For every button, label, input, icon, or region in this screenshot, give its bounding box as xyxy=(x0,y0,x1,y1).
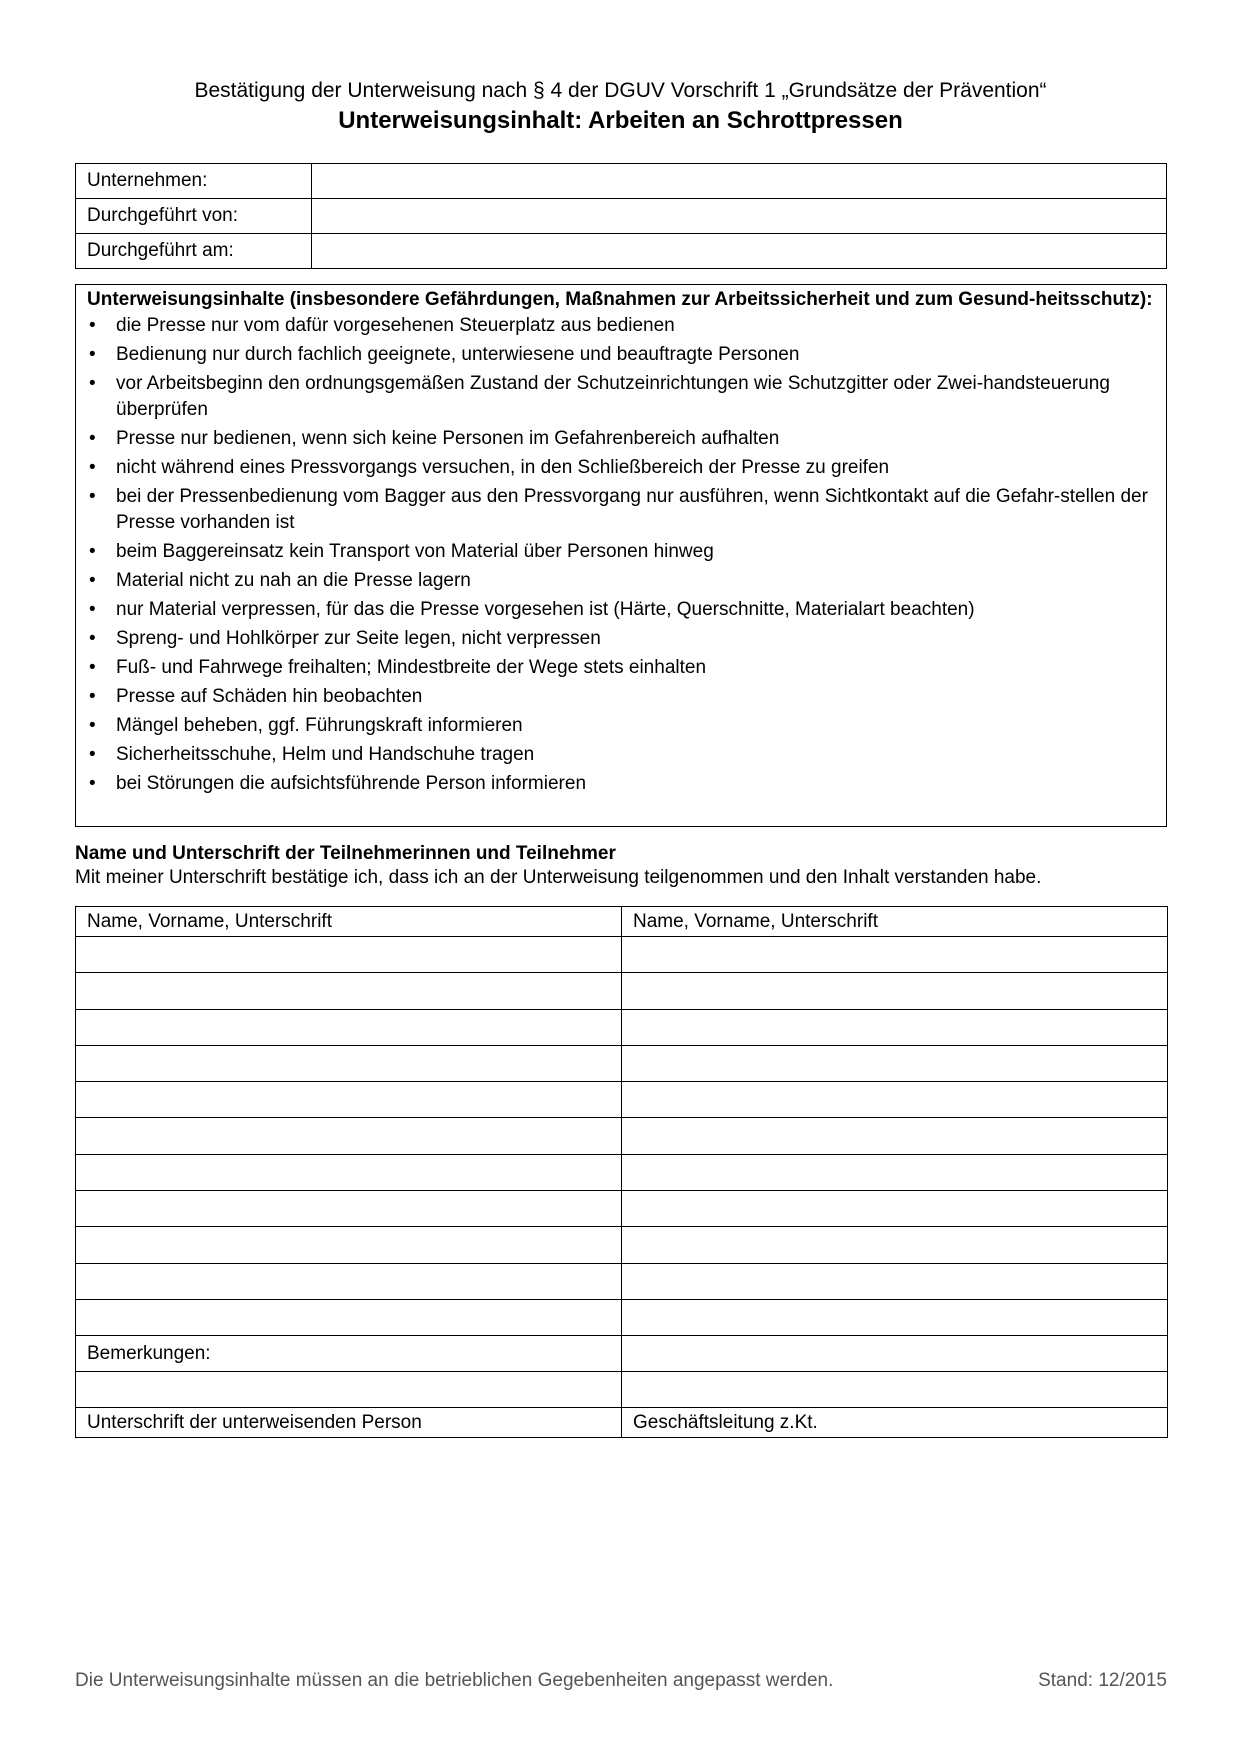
remarks-field-left[interactable] xyxy=(76,1372,622,1408)
bullet-icon: • xyxy=(89,773,96,794)
instruction-content-heading: Unterweisungsinhalte (insbesondere Gefährdungen, Maßnahmen zur Arbeitssicherheit und zum Gesund-heitsschutz): xyxy=(87,289,1153,310)
signature-row xyxy=(76,1118,1168,1154)
signature-cell-left[interactable] xyxy=(76,1263,622,1299)
instruction-item-text: Material nicht zu nah an die Presse lagern xyxy=(116,570,471,591)
signature-cell-right[interactable] xyxy=(622,937,1168,973)
conducted-by-row xyxy=(76,199,1167,234)
signature-cell-left[interactable] xyxy=(76,937,622,973)
bullet-icon: • xyxy=(89,628,96,649)
instruction-item xyxy=(87,371,1156,423)
conducted-on-row xyxy=(76,234,1167,269)
signature-column-right-header: Name, Vorname, Unterschrift xyxy=(622,907,1168,937)
instruction-item-text: beim Baggereinsatz kein Transport von Material über Personen hinweg xyxy=(116,541,714,562)
instruction-item-text: die Presse nur vom dafür vorgesehenen Steuerplatz aus bedienen xyxy=(116,315,675,336)
instruction-item xyxy=(87,713,1156,739)
remarks-field-right[interactable] xyxy=(622,1336,1168,1372)
instruction-item xyxy=(87,539,1156,565)
bullet-icon: • xyxy=(89,315,96,336)
instruction-item xyxy=(87,684,1156,710)
bullet-icon: • xyxy=(89,657,96,678)
signature-cell-right[interactable] xyxy=(622,1118,1168,1154)
signature-cell-left[interactable] xyxy=(76,1009,622,1045)
signature-cell-left[interactable] xyxy=(76,1118,622,1154)
instruction-item-text: Presse nur bedienen, wenn sich keine Personen im Gefahrenbereich aufhalten xyxy=(116,428,780,449)
participants-heading: Name und Unterschrift der Teilnehmerinnen und Teilnehmer xyxy=(75,843,616,864)
bullet-icon: • xyxy=(89,344,96,365)
instruction-item-text: bei Störungen die aufsichtsführende Person informieren xyxy=(116,773,587,794)
instruction-item-text: nicht während eines Pressvorgangs versuchen, in den Schließbereich der Presse zu greifen xyxy=(116,457,890,478)
signature-cell-left[interactable] xyxy=(76,1191,622,1227)
instruction-item xyxy=(87,742,1156,768)
signature-row xyxy=(76,1045,1168,1081)
signature-cell-left[interactable] xyxy=(76,1082,622,1118)
signature-row xyxy=(76,1299,1168,1335)
signature-cell-left[interactable] xyxy=(76,973,622,1009)
bullet-icon: • xyxy=(89,486,96,507)
instruction-item-text: Mängel beheben, ggf. Führungskraft informieren xyxy=(116,715,523,736)
instruction-item xyxy=(87,771,1156,797)
signature-row xyxy=(76,1191,1168,1227)
bullet-icon: • xyxy=(89,428,96,449)
bullet-icon: • xyxy=(89,715,96,736)
signature-column-left-header: Name, Vorname, Unterschrift xyxy=(76,907,622,937)
signature-cell-right[interactable] xyxy=(622,1227,1168,1263)
document-subtitle: Bestätigung der Unterweisung nach § 4 der DGUV Vorschrift 1 „Grundsätze der Prävention“ xyxy=(194,79,1047,102)
remarks-field-right-2[interactable] xyxy=(622,1372,1168,1408)
conducted-on-field[interactable] xyxy=(312,234,1167,269)
instruction-content-box xyxy=(75,284,1167,827)
instruction-item xyxy=(87,313,1156,339)
bullet-icon: • xyxy=(89,686,96,707)
signature-row xyxy=(76,1227,1168,1263)
signature-row xyxy=(76,1154,1168,1190)
instruction-item xyxy=(87,655,1156,681)
signature-cell-left[interactable] xyxy=(76,1045,622,1081)
instruction-item xyxy=(87,426,1156,452)
signature-header-row xyxy=(76,907,1168,937)
company-label: Unternehmen: xyxy=(76,164,312,199)
signature-cell-right[interactable] xyxy=(622,1154,1168,1190)
instruction-item-text: nur Material verpressen, für das die Presse vorgesehen ist (Härte, Querschnitte, Materialart beachten) xyxy=(116,599,975,620)
instruction-item xyxy=(87,455,1156,481)
signature-row xyxy=(76,973,1168,1009)
instruction-item-text: Spreng- und Hohlkörper zur Seite legen, nicht verpressen xyxy=(116,628,601,649)
instruction-item xyxy=(87,342,1156,368)
instruction-item xyxy=(87,597,1156,623)
bullet-icon: • xyxy=(89,457,96,478)
signature-cell-right[interactable] xyxy=(622,1299,1168,1335)
signature-cell-right[interactable] xyxy=(622,1082,1168,1118)
bullet-icon: • xyxy=(89,599,96,620)
signature-footer-row xyxy=(76,1408,1168,1438)
signature-row xyxy=(76,937,1168,973)
signature-row xyxy=(76,1009,1168,1045)
footer-date: Stand: 12/2015 xyxy=(1038,1670,1167,1691)
management-label: Geschäftsleitung z.Kt. xyxy=(622,1408,1168,1438)
footer-note: Die Unterweisungsinhalte müssen an die betrieblichen Gegebenheiten angepasst werden. xyxy=(75,1670,834,1691)
conducted-by-field[interactable] xyxy=(312,199,1167,234)
remarks-label: Bemerkungen: xyxy=(76,1336,622,1372)
instruction-item xyxy=(87,484,1156,536)
remarks-blank-row xyxy=(76,1372,1168,1408)
instruction-item-text: Sicherheitsschuhe, Helm und Handschuhe tragen xyxy=(116,744,535,765)
conducted-on-label: Durchgeführt am: xyxy=(76,234,312,269)
participants-note: Mit meiner Unterschrift bestätige ich, dass ich an der Unterweisung teilgenommen und den Inhalt verstanden habe. xyxy=(75,867,1042,888)
instruction-item xyxy=(87,626,1156,652)
conducted-by-label: Durchgeführt von: xyxy=(76,199,312,234)
instructor-signature-label: Unterschrift der unterweisenden Person xyxy=(76,1408,622,1438)
instruction-item-text: bei der Pressenbedienung vom Bagger aus den Pressvorgang nur ausführen, wenn Sichtkontakt auf die Gefahr-stellen der Presse vorhanden ist xyxy=(116,486,1148,533)
signature-cell-left[interactable] xyxy=(76,1299,622,1335)
company-field[interactable] xyxy=(312,164,1167,199)
signature-cell-left[interactable] xyxy=(76,1227,622,1263)
instruction-item xyxy=(87,568,1156,594)
signature-table xyxy=(75,906,1168,1438)
instruction-item-text: Presse auf Schäden hin beobachten xyxy=(116,686,423,707)
instruction-item-text: vor Arbeitsbeginn den ordnungsgemäßen Zustand der Schutzeinrichtungen wie Schutzgitter oder Zwei-handsteuerung überprüfen xyxy=(116,373,1110,420)
instruction-item-text: Fuß- und Fahrwege freihalten; Mindestbreite der Wege stets einhalten xyxy=(116,657,707,678)
signature-row xyxy=(76,1263,1168,1299)
instruction-content-list xyxy=(87,313,1156,797)
signature-cell-right[interactable] xyxy=(622,1191,1168,1227)
bullet-icon: • xyxy=(89,541,96,562)
signature-row xyxy=(76,1082,1168,1118)
company-row xyxy=(76,164,1167,199)
signature-cell-right[interactable] xyxy=(622,1045,1168,1081)
signature-cell-right[interactable] xyxy=(622,1009,1168,1045)
document-title: Unterweisungsinhalt: Arbeiten an Schrottpressen xyxy=(338,107,903,134)
signature-cell-right[interactable] xyxy=(622,973,1168,1009)
signature-cell-right[interactable] xyxy=(622,1263,1168,1299)
remarks-row xyxy=(76,1336,1168,1372)
bullet-icon: • xyxy=(89,570,96,591)
bullet-icon: • xyxy=(89,744,96,765)
instruction-item-text: Bedienung nur durch fachlich geeignete, unterwiesene und beauftragte Personen xyxy=(116,344,800,365)
signature-cell-left[interactable] xyxy=(76,1154,622,1190)
bullet-icon: • xyxy=(89,373,96,394)
info-table xyxy=(75,163,1167,269)
